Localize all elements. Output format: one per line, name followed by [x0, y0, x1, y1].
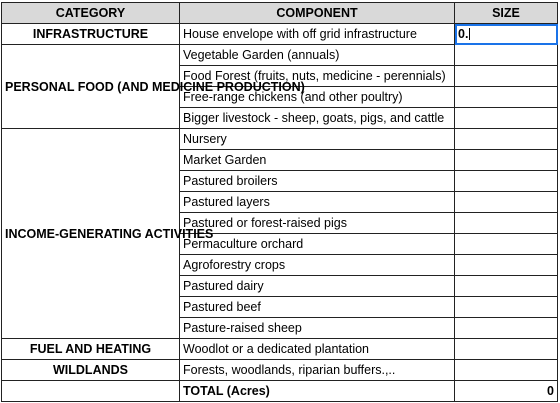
header-row — [2, 3, 558, 24]
size-cell[interactable] — [455, 360, 558, 381]
category-wildlands[interactable]: WILDLANDS — [2, 360, 180, 381]
size-cell[interactable] — [455, 45, 558, 66]
component-cell[interactable]: Nursery — [180, 129, 455, 150]
table-row — [2, 24, 558, 45]
size-cell[interactable] — [455, 150, 558, 171]
component-cell[interactable]: Pastured broilers — [180, 171, 455, 192]
component-cell[interactable]: House envelope with off grid infrastructure — [180, 24, 455, 45]
size-cell[interactable] — [455, 171, 558, 192]
size-cell[interactable] — [455, 129, 558, 150]
component-cell[interactable]: Woodlot or a dedicated plantation — [180, 339, 455, 360]
category-income-generating[interactable]: INCOME-GENERATING ACTIVITIES — [2, 129, 180, 339]
category-infrastructure[interactable]: INFRASTRUCTURE — [2, 24, 180, 45]
size-cell[interactable] — [455, 66, 558, 87]
component-cell[interactable]: Agroforestry crops — [180, 255, 455, 276]
component-cell[interactable]: Forests, woodlands, riparian buffers.,.. — [180, 360, 455, 381]
component-cell[interactable]: Permaculture orchard — [180, 234, 455, 255]
header-size[interactable]: SIZE — [455, 3, 558, 24]
size-cell[interactable] — [455, 192, 558, 213]
component-cell[interactable]: Pastured dairy — [180, 276, 455, 297]
header-component[interactable]: COMPONENT — [180, 3, 455, 24]
size-cell[interactable] — [455, 339, 558, 360]
component-cell[interactable]: Pasture-raised sheep — [180, 318, 455, 339]
total-row — [2, 381, 558, 402]
table-row — [2, 360, 558, 381]
component-cell[interactable]: Pastured layers — [180, 192, 455, 213]
size-input-value: 0. — [458, 27, 469, 41]
component-cell[interactable]: Pastured or forest-raised pigs — [180, 213, 455, 234]
size-cell[interactable] — [455, 276, 558, 297]
component-cell[interactable]: Vegetable Garden (annuals) — [180, 45, 455, 66]
component-cell[interactable]: Food Forest (fruits, nuts, medicine - perennials) — [180, 66, 455, 87]
table-row — [2, 339, 558, 360]
size-cell[interactable] — [455, 234, 558, 255]
size-cell[interactable] — [455, 255, 558, 276]
header-category[interactable]: CATEGORY — [2, 3, 180, 24]
total-label[interactable]: TOTAL (Acres) — [180, 381, 455, 402]
table-row — [2, 45, 558, 66]
category-fuel-heating[interactable]: FUEL AND HEATING — [2, 339, 180, 360]
size-cell[interactable] — [455, 213, 558, 234]
size-cell[interactable] — [455, 87, 558, 108]
component-cell[interactable]: Free-range chickens (and other poultry) — [180, 87, 455, 108]
size-cell[interactable] — [455, 318, 558, 339]
table-row — [2, 129, 558, 150]
size-cell[interactable] — [455, 108, 558, 129]
land-use-table — [1, 2, 558, 402]
component-cell[interactable]: Market Garden — [180, 150, 455, 171]
total-value[interactable]: 0 — [455, 381, 558, 402]
component-cell[interactable]: Pastured beef — [180, 297, 455, 318]
text-cursor — [469, 28, 470, 40]
component-cell[interactable]: Bigger livestock - sheep, goats, pigs, and cattle — [180, 108, 455, 129]
category-personal-food[interactable]: PERSONAL FOOD (AND MEDICINE PRODUCTION) — [2, 45, 180, 129]
total-empty-cell[interactable] — [2, 381, 180, 402]
size-cell[interactable] — [455, 297, 558, 318]
size-cell-active[interactable] — [455, 24, 558, 45]
